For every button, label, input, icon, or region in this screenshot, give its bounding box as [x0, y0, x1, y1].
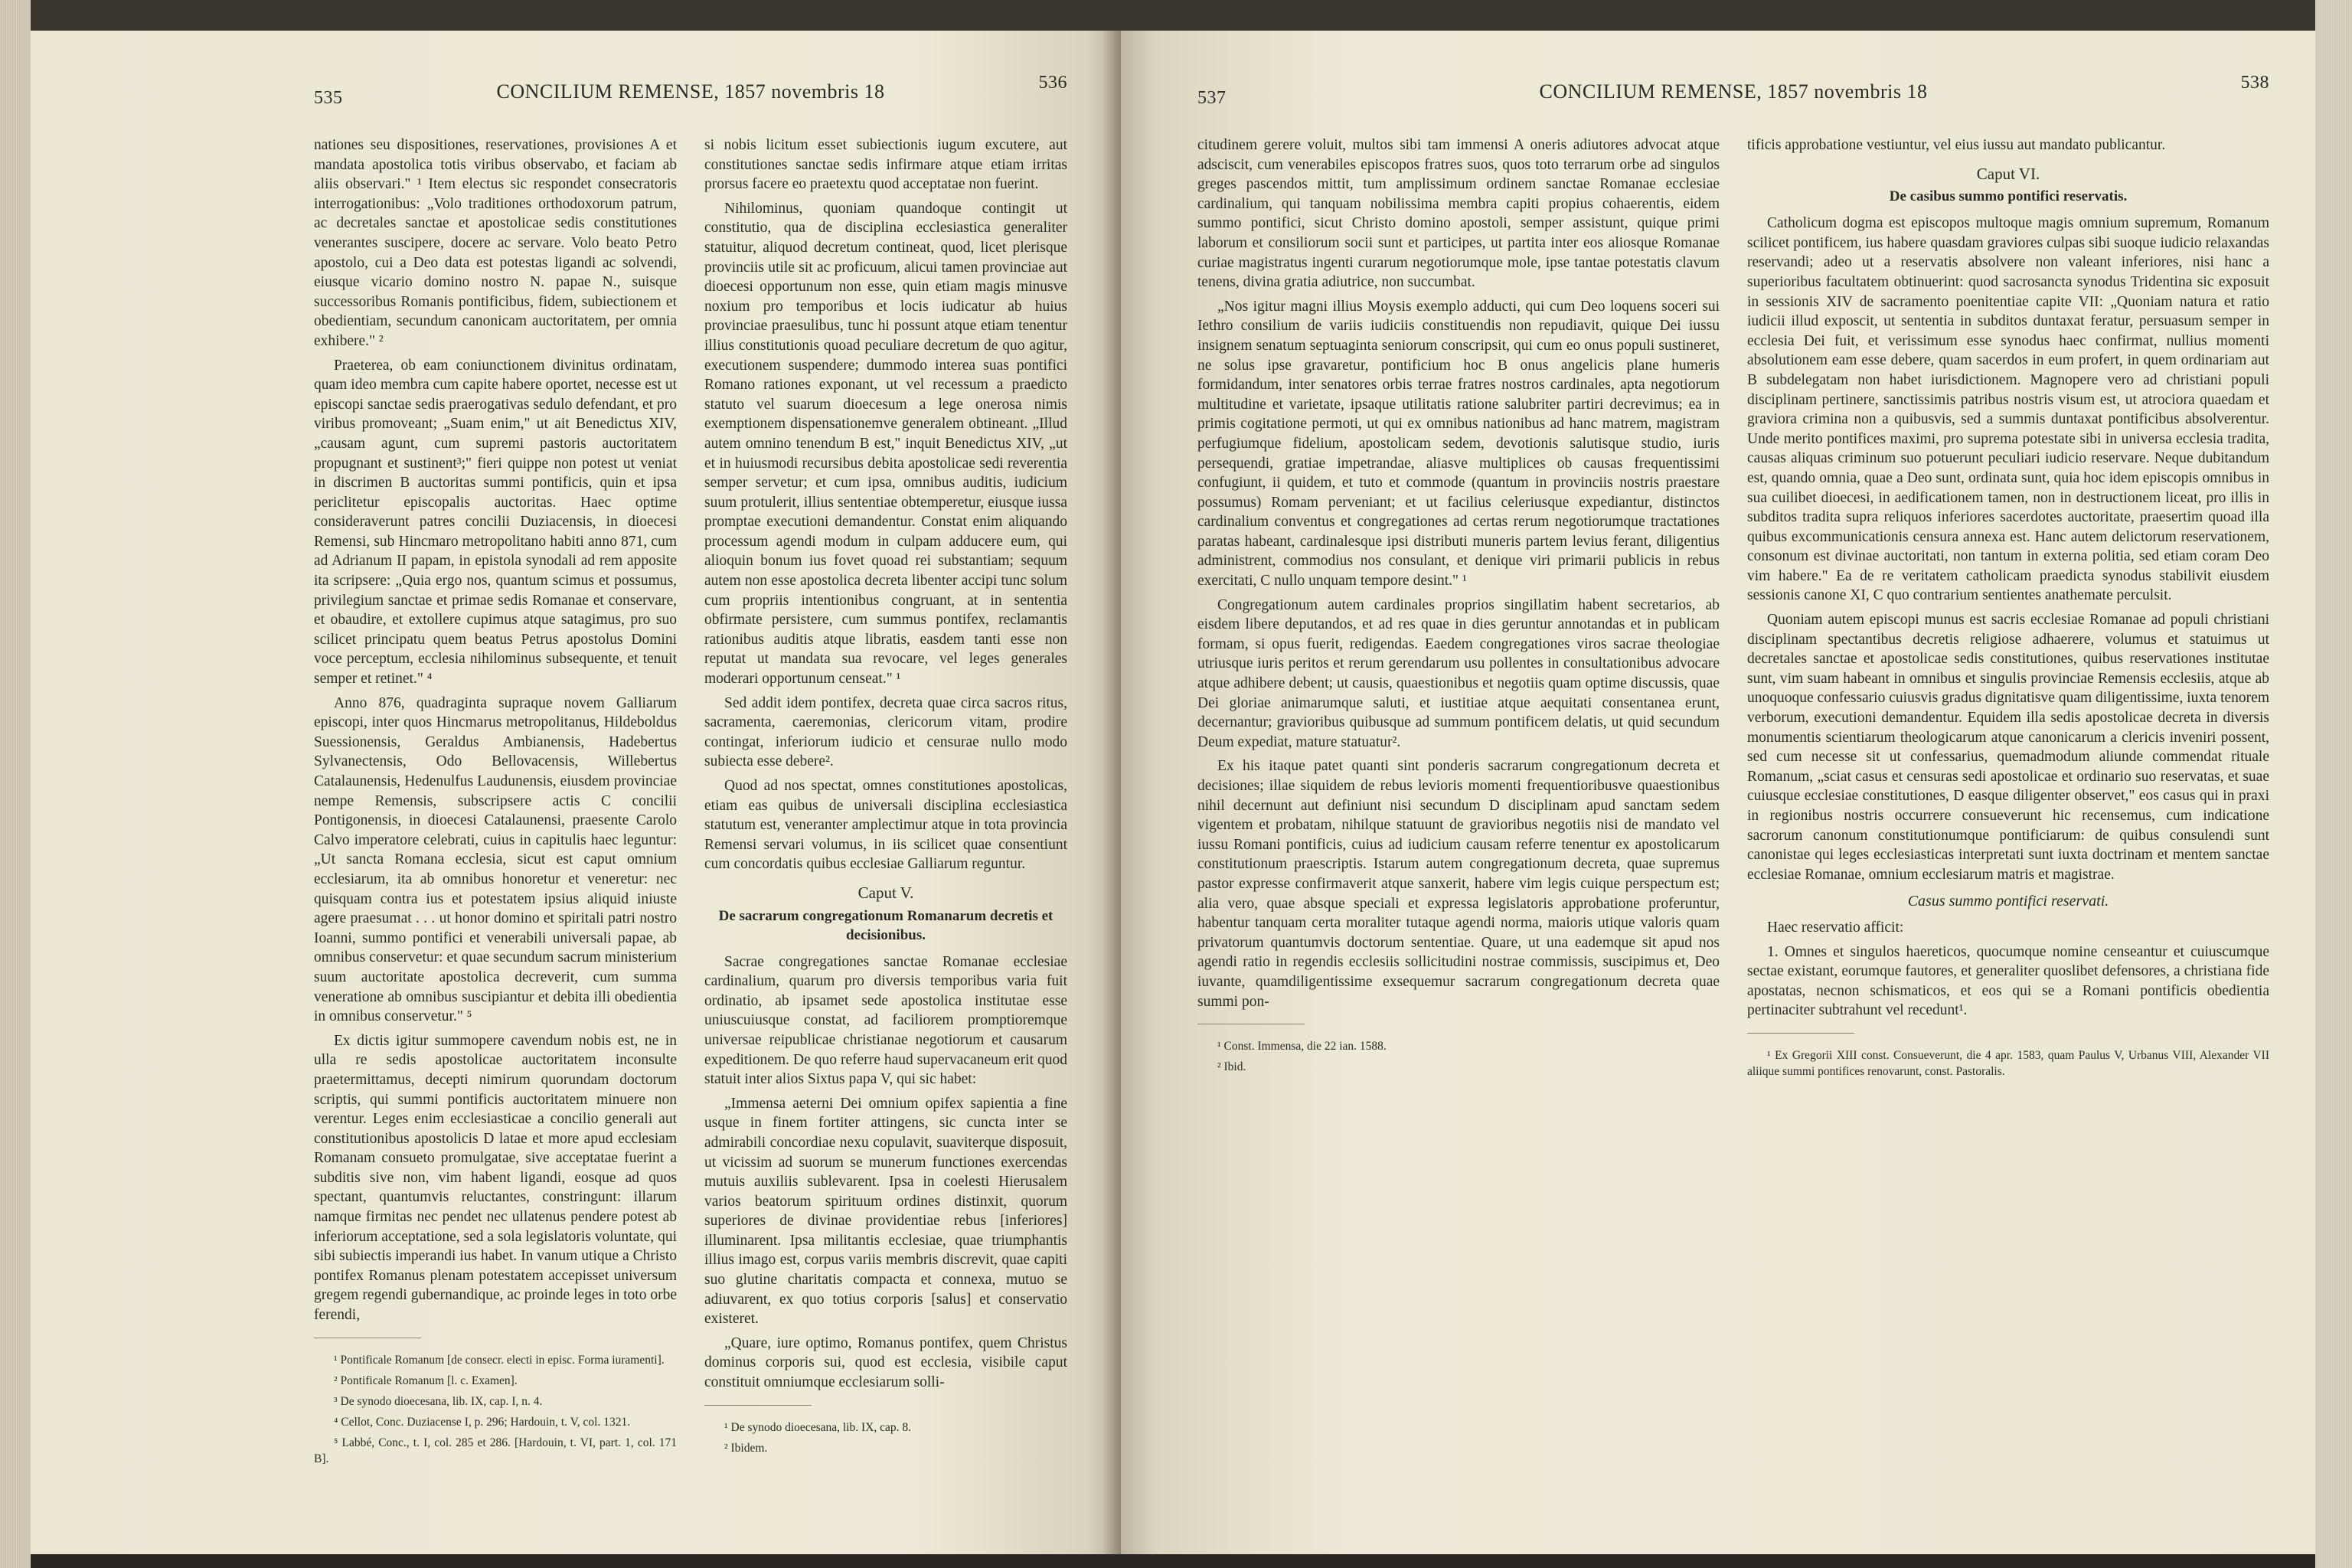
footnote: ² Ibidem. [724, 1441, 768, 1455]
paragraph: Haec reservatio afficit: [1767, 919, 1904, 936]
footnote: ¹ Pontificale Romanum [de consecr. electi in episc. Forma iuramenti]. [334, 1353, 665, 1367]
paragraph: Congregationum autem cardinales proprios singillatim habent secretarios, ab eisdem libere deputandos, et ad res quae in dies geruntur annotandas et in publicam formam, si opus fuerit, redigendas. Eaedem congregationes viros sacrae theologiae utriusque iuris peritos et rerum gerendarum usu pollentes in consultationibus advocare atque adhibere debent; ut causis, quaestionibus et negotiis quam optime discussis, quae Dei gloriae animarumque saluti, et iustitiae atque aequitati consentanea erunt, decernantur; gravioribus quibusque ad summum pontificem delatis, ut quid secundum Deum expediat, mature statuatur². [1197, 596, 1720, 750]
page-number: 535 [314, 88, 343, 108]
footnotes [704, 1419, 1067, 1456]
footnote-rule [704, 1405, 812, 1406]
section-heading: Caput VI. [1976, 164, 2040, 183]
left-page [31, 31, 1121, 1554]
footnotes [314, 1352, 677, 1467]
right-column-1 [1197, 136, 1720, 1084]
paragraph: Sacrae congregationes sanctae Romanae ecclesiae cardinalium, quarum pro diversis temporibus varia fuit ordinatio, ab ipsamet sede apostolica institutae esse uniuscuiusque constat, ad faciliorem promptioremque universae reipublicae christianae negotiorum et causarum expeditionem. De quo referre haud supervacaneum erit quod statuit inter alios Sixtus papa V, qui sic habet: [704, 953, 1067, 1088]
page-number: 538 [2240, 73, 2269, 93]
paragraph: Nihilominus, quoniam quandoque contingit ut constitutio, qua de disciplina ecclesiastica generaliter statuitur, aliquod decretum contineat, quod, licet plerisque provinciis utile sit ac proficuum, alicui tamen provinciae aut dioecesi opportunum non esse, quin etiam magis minusve noxium pro temporibus et locis iudicatur ab huius provinciae praesulibus, tunc hi possunt atque etiam tenentur illius constitutionis quoad peculiare decretum de quo agitur, executionem suspendere; dummodo interea suas pontifici Romano rationes exponant, ut vel recessum a praedicto statuto vel suarum dioecesum a lege onerosa nimis exemptionem dispensationemve generalem obtineant. „Illud autem omnino tenendum B est," inquit Benedictus XIV, „ut et in huiusmodi recursibus debita apostolicae sedi reverentia semper servetur; et cum ipsa, omnibus auditis, iudicium suum protulerit, illius sententiae obtemperetur, eiusque iussa promptae executioni demandentur. Constat enim aliquando processum agendi modum in culpam adducere eum, qui alioquin bonum ius fovet quoad rei substantiam; sequum autem non esse apostolica decreta libenter accipi tunc solum cum propriis intentionibus congruant, at in sententia obfirmate persistere, cum summus pontifex, reclamantis rationibus auditis atque libratis, easdem tanti esse non reputat ut mandata sua revocare, vel leges generales moderari opportunum censeat." ¹ [704, 200, 1067, 688]
paragraph: Ex his itaque patet quanti sint ponderis sacrarum congregationum decreta et decisiones; illae siquidem de rebus levioris momenti frequentioribusve quaestionibus nihil decernunt aut definiunt nisi secundum D disciplinam apud sanctam sedem vigentem et probatam, nihilque statuunt de gravioribus negotiis nisi de mandato vel iussu Romani pontificis, cuius ad iudicium causam referre tenentur ex apostolicarum constitutionum praescriptis. Istarum autem congregationum decreta, quae supremus pastor expresse confirmaverit atque sanxerit, habere vim legis cuique perspectum est; alia vero, quae absque speciali et expressa legislatoris approbatione proferuntur, habentur tanquam certa moraliter tutaque agendi norma, maioris utique valoris quam privatorum quantumvis doctorum sententiae. Quare, ut una eademque sit apud nos agendi ratio in regendis ecclesiis sollicitudini nostrae commissis, suscipimus et, Deo iuvante, quamdiligentissime exsequemur sacrarum congregationum decreta quae summi pon- [1197, 758, 1720, 1010]
footnote: ² Pontificale Romanum [l. c. Examen]. [334, 1374, 518, 1387]
footnote: ¹ De synodo dioecesana, lib. IX, cap. 8. [724, 1420, 911, 1434]
footnotes [1197, 1038, 1720, 1075]
right-page-header [1197, 73, 2269, 116]
paragraph: 1. Omnes et singulos haereticos, quocumque nomine censeantur et cuiuscumque sectae existant, eorumque fautores, et generaliter quoslibet defensores, a christiana fide apostatas, necnon schismaticos, et eos qui se a Romani pontificis obedientia pertinaciter subtrahunt vel recedunt¹. [1747, 943, 2269, 1019]
paragraph: nationes seu dispositiones, reservationes, provisiones A et mandata apostolica totis viribus observabo, et faciam ab aliis observari." ¹ Item electus sic respondet consecratoris interrogationibus: „Volo traditiones orthodoxorum patrum, ac decretales sanctae et apostolicae sedis constitutiones venerantes suscipere, docere ac servare. Volo beato Petro apostolo, cui a Deo data est potestas ligandi ac solvendi, eiusque vicario domino nostro N. papae N., suisque successoribus Romanis pontificibus, fidem, subiectionem et obedientiam, secundum canonicam auctoritatem, per omnia exhibere." ² [314, 137, 677, 349]
paragraph: Anno 876, quadraginta supraque novem Galliarum episcopi, inter quos Hincmarus metropolitanus, Hildeboldus Suessionensis, Geraldus Ambianensis, Hadebertus Sylvanectensis, Odo Bellovacensis, Willebertus Catalaunensis, Hedenulfus Laudunensis, eiusdem provinciae nempe Remensis, subscripsere actis C concilii Pontigonensis, in dioecesi Catalaunensi, praesente Carolo Calvo imperatore celebrati, cuius in capitulis haec leguntur: „Ut sancta Romana ecclesia, sicut est caput omnium ecclesiarum, ita ab omnibus honoretur et veneretur: nec quisquam contra ius et potestatem ipsius aliquid iniuste agere praesumat . . . ut honor domino et spiritali patri nostro Ioanni, summo pontifici et venerabili universali papae, ab omnibus conservetur: et quae secundum sacrum ministerium suum auctoritate apostolica decreverit, cum summa veneratione ab omnibus suscipiantur et debita illi obedientia in omnibus conservetur." ⁵ [314, 694, 677, 1025]
paragraph: tificis approbatione vestiuntur, vel eius iussu aut mandato publicantur. [1747, 137, 2166, 153]
paragraph: Praeterea, ob eam coniunctionem divinitus ordinatam, quam ideo membra cum capite habere oportet, necesse est ut episcopi sanctae sedis praerogativas sedulo defendant, et pro viribus promoveant; „Suam enim," ut ait Benedictus XIV, „causam agunt, cum supremi pastoris auctoritatem propugnant et sustinent³;" fieri quippe non potest ut veniat in discrimen B auctoritas summi pontificis, quin et ipsa periclitetur episcopalis auctoritas. Haec optime consideraverunt patres concilii Duziacensis, in dioecesi Remensi, sub Hincmaro metropolitano habiti anno 871, cum ad Adrianum II papam, in epistola synodali ad rem apposite ita scripsere: „Quia ergo nos, quantum scimus et possumus, privilegium sanctae et primae sedis Romanae et conservare, et obaudire, et extollere cupimus atque satagimus, pro suo scilicet principatu quem beatus Petrus apostolus Domini voce perceptum, ecclesia nihilominus subsequente, et tenuit semper et retinet." ⁴ [314, 357, 677, 688]
left-page-columns [314, 136, 1067, 1472]
left-column-1 [314, 136, 677, 1472]
right-column-2 [1747, 136, 2269, 1084]
right-page [1121, 31, 2315, 1554]
page-edges-right [2315, 0, 2352, 1568]
footnote: ⁴ Cellot, Conc. Duziacense I, p. 296; Hardouin, t. V, col. 1321. [334, 1415, 631, 1429]
page-number: 536 [1038, 73, 1067, 93]
left-page-header [314, 73, 1067, 116]
footnotes [1747, 1047, 2269, 1080]
section-subheading: De casibus summo pontifici reservatis. [1889, 188, 2128, 205]
paragraph: Catholicum dogma est episcopos multoque magis omnium supremum, Romanum scilicet pontificem, ius habere quasdam graviores culpas sibi suoque iudicio relaxandas reservandi; adeo ut a reservatis absolvere non valeant inferiores, nisi hanc a superioribus facultatem obtinuerint: quod sacrosancta synodus Tridentina sic exposuit in sessionis XIV de sacramento poenitentiae capite VII: „Quoniam natura et ratio iudicii illud exposcit, ut sententia in subditos duntaxat feratur, persuasum semper in ecclesia Dei fuit, et verissimum esse synodus haec confirmat, nullius momenti absolutionem eam esse debere, quam sacerdos in eum profert, in quem ordinariam aut B subdelegatam non habet iurisdictionem. Magnopere vero ad christiani populi disciplinam pertinere, sanctissimis patribus nostris visum est, ut atrociora quaedam et graviora crimina non a quibusvis, sed a summis duntaxat pontificibus absolverentur. Unde merito pontifices maximi, pro suprema potestate sibi in universa ecclesia tradita, causas aliquas criminum suo potuerunt peculiari iudicio reservare. Neque dubitandum est, quando omnia, quae a Deo sunt, ordinata sunt, quia hoc idem episcopis omnibus in sua cuilibet dioecesi, in aedificationem tamen, non in destructionem liceat, pro illis in subditos tradita supra reliquos inferiores sacerdotes auctoritate, praesertim quoad illa quibus excommunicationis censura annexa est. Hanc autem delictorum reservationem, consonum est divinae auctoritati, non tantum in externa politia, sed etiam coram Deo vim habere." Ea de re veritatem catholicam praedicta synodus stabilivit eiusdem sessionis canone XI, C quo contrarium sentientes anathemate perculsit. [1747, 215, 2269, 604]
paragraph: si nobis licitum esset subiectionis iugum excutere, aut constitutiones sanctae sedis infirmare atque etiam irritas prorsus facere eo praetextu quod acceptatae non fuerint. [704, 137, 1067, 193]
paragraph: Ex dictis igitur summopere cavendum nobis est, ne in ulla re sedis apostolicae auctoritatem inconsulte praetermittamus, decepti nimirum quorundam doctorum scriptis, qui summi pontificis auctoritatem minuere non verentur. Leges enim ecclesiasticae a concilio generali aut constitutionibus apostolicis D latae et more apud ecclesiam Romanam consueto promulgatae, sive acceptatae fuerint a subditis sive non, vim habent ligandi, eosque ad quos spectant, quantumvis reluctantes, constringunt: illarum namque firmitas nec pendet nec ullatenus pendere potest ab inferiorum acceptatione, sed a sola legislatoris voluntate, qui sibi subiectis imperandi ius habet. In vanum utique a Christo pontifex Romanus plenam potestatem accepisset universum gregem regendi gubernandique, ac proinde leges in toto orbe ferendi, [314, 1032, 677, 1324]
footnote-rule [1747, 1033, 1854, 1034]
left-column-2 [704, 136, 1067, 1472]
section-heading: Caput V. [858, 883, 914, 902]
subsection-heading: Casus summo pontifici reservati. [1907, 893, 2109, 910]
section-subheading: De sacrarum congregationum Romanarum decretis et decisionibus. [718, 907, 1054, 943]
running-head: CONCILIUM REMENSE, 1857 novembris 18 [496, 80, 885, 103]
paragraph: citudinem gerere voluit, multos sibi tam immensi A oneris adiutores advocat atque adsciscit, cum venerabiles episcopos fratres suos, quos toto terrarum orbe ad singulos greges pascendos mittit, tum amplissimum ordinem sanctae Romanae ecclesiae cardinalium, qui tanquam nobilissima membra capiti propius cohaerentis, eidem summo pontifici, sicut Christo domino apostoli, semper assistunt, quique primi laborum et consiliorum socii sunt et participes, ut partita inter eos aliosque Romanae curiae magistratus ingenti curarum negotiorumque mole, ipse tantae potestatis clavum tenens, divina gratia adiutrice, non succumbat. [1197, 137, 1720, 291]
footnote: ¹ Ex Gregorii XIII const. Consueverunt, die 4 apr. 1583, quam Paulus V, Urbanus VIII, Alexander VII aliique summi pontifices renovarunt, const. Pastoralis. [1747, 1048, 2269, 1078]
paragraph: „Immensa aeterni Dei omnium opifex sapientia a fine usque in finem fortiter attingens, sic cuncta inter se admirabili concordiae nexu copulavit, suaviterque disposuit, ut vicissim ad suorum se munerum functiones exercendas mutuis auxiliis sublevarent. Ipsa in coelesti Hierusalem varios beatorum spirituum ordines distinxit, quorum superiores de divinae providentiae rebus [inferiores] illuminarent. Ipsa militantis ecclesiae, quae triumphantis illius imago est, corpus variis membris discrevit, quae capiti suo glutine charitatis compacta et connexa, mutuo se adiuvarent, ex quo totius corporis [salus] et conservatio existeret. [704, 1095, 1067, 1328]
footnote: ² Ibid. [1217, 1060, 1246, 1074]
running-head: CONCILIUM REMENSE, 1857 novembris 18 [1539, 80, 1928, 103]
footnote: ¹ Const. Immensa, die 22 ian. 1588. [1217, 1040, 1387, 1054]
page-number: 537 [1197, 88, 1227, 108]
right-page-columns [1197, 136, 2269, 1084]
footnote: ⁵ Labbé, Conc., t. I, col. 285 et 286. [Hardouin, t. VI, part. 1, col. 171 B]. [314, 1436, 677, 1465]
footnote: ³ De synodo dioecesana, lib. IX, cap. I, n. 4. [334, 1394, 543, 1408]
paragraph: Quod ad nos spectat, omnes constitutiones apostolicas, etiam eas quibus de universali disciplina ecclesiastica statutum est, veneranter amplectimur atque in tota provincia Remensi servari volumus, in iis scilicet quae consentiunt cum concordatis quibus ecclesiae Galliarum reguntur. [704, 778, 1067, 873]
paragraph: „Nos igitur magni illius Moysis exemplo adducti, qui cum Deo loquens soceri sui Iethro consilium de variis iudiciis constituendis non repudiavit, quique Dei iussu insignem senatum septuaginta seniorum conscripsit, qui cum eo onus populi sustineret, ne solus ipse gravaretur, pontificium hoc B onus angelicis plane humeris formidandum, inter senatores orbis terrae fratres nostros cardinales, apta negotiorum multitudine et varietate, ipsaque utilitatis ratione salubriter partiri decrevimus; ea in primis cogitatione permoti, ut qui ex omnibus nationibus ad hanc matrem, magistram perfugiumque fidelium, apostolicam sedem, devotionis salutisque studio, iuris persequendi, gratiae impetrandae, aliasve multiplices ob causas frequentissimi confugiunt, ii quidem, et tuto et commode (quantum in provinciis nostris praestare possumus) Romam perveniant; et ut facilius celeriusque expediantur, distinctos cardinalium conventus et congregationes ad certas rerum negotiorumque tractationes paratas habeant, cardinalesque ipsi distributi muneris partem levius ferant, diligentius administrent, commodius nos consulant, et denique viri primarii publicis in rebus exercitati, C nullo unquam tempore desint." ¹ [1197, 298, 1720, 590]
paragraph: Sed addit idem pontifex, decreta quae circa sacros ritus, sacramenta, caeremonias, clericorum vitam, prodire contingat, inferiorum iudicio et censurae nullo modo subiecta esse debere². [704, 694, 1067, 770]
paragraph: Quoniam autem episcopi munus est sacris ecclesiae Romanae ad populi christiani disciplinam spectantibus decretis religiose adhaerere, volumus et statuimus ut decretales sanctae et apostolicae sedis constitutiones, quibus reservationes institutae sunt, vim suam habeant in omnibus et singulis provinciae Remensis ecclesiis, atque ab unoquoque confessario cuiusvis gradus dignitatisve quam diligentissime, iuxta tenorem verborum, executioni demandentur. Equidem illa sedis apostolicae decreta in diversis monumentis scientiarum theologicarum atque canonicarum a clericis inveniri possent, sed cum necesse sit ut confessarius, quemadmodum aliunde commendat rituale Romanum, „sciat casus et censuras sedi apostolicae et ordinario suo reservatas, et suae cuiusque ecclesiae constitutiones, D easque diligenter observet," eos casus qui in praxi in regionibus nostris occurrere consueverunt hic recensemus, cum indicatione sacrorum canonum constitutionumque pontificiarum: de quibus consulendi sunt canonistae qui leges ecclesiasticas interpretati sunt iuxta doctrinam et mentem sanctae ecclesiae Romanae, omnium ecclesiarum matris et magistrae. [1747, 612, 2269, 883]
paragraph: „Quare, iure optimo, Romanus pontifex, quem Christus dominus corporis sui, quod est ecclesia, visibile caput constituit omniumque ecclesiarum solli- [704, 1334, 1067, 1391]
page-edges-left [0, 0, 31, 1568]
